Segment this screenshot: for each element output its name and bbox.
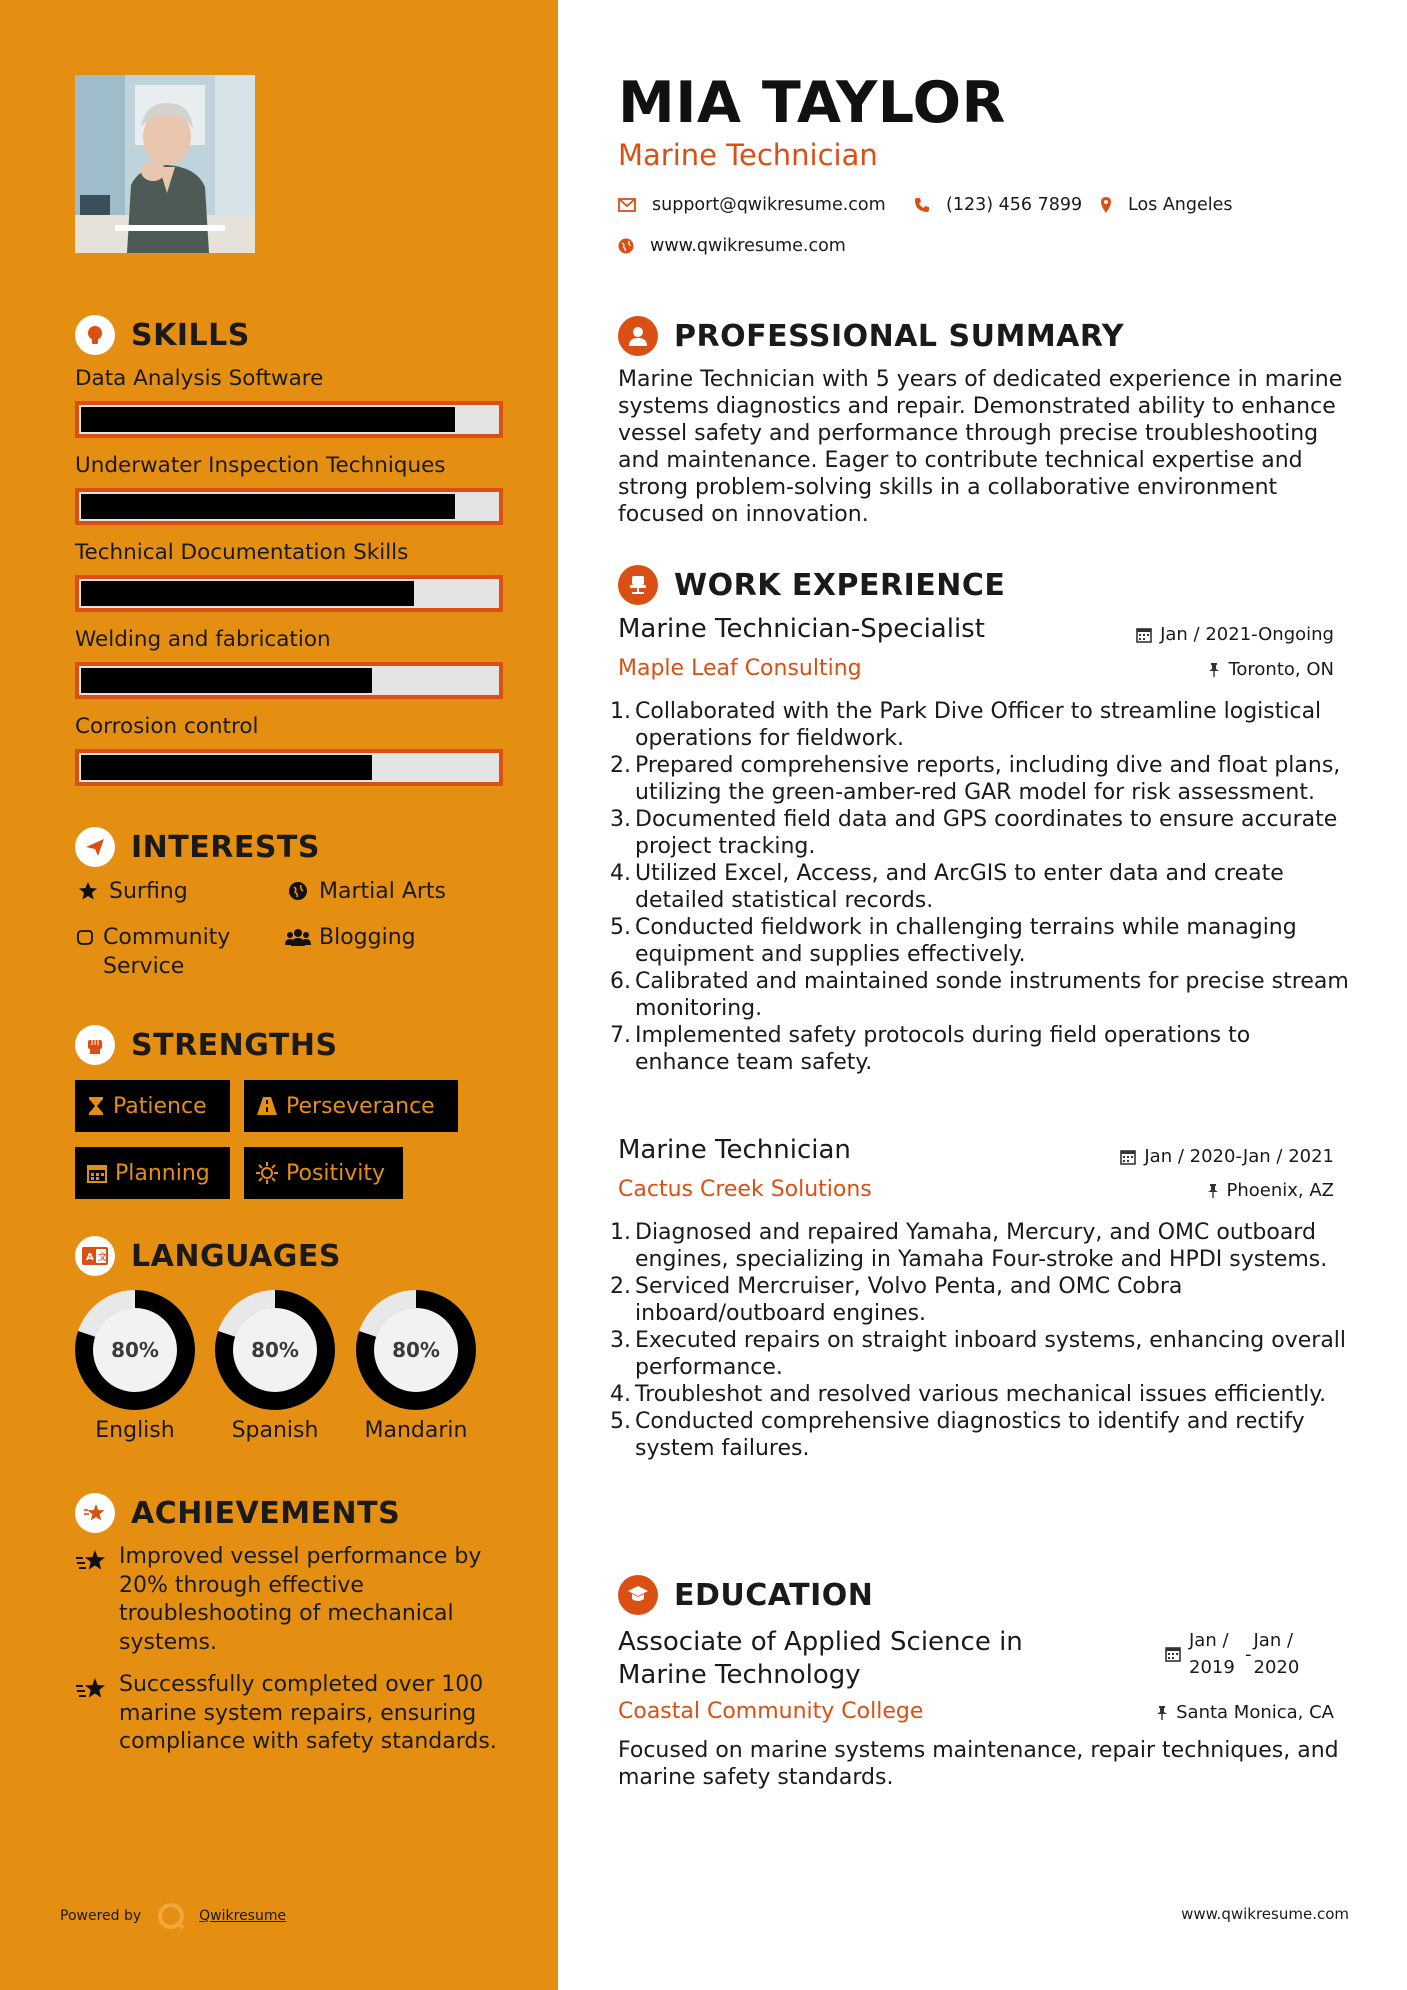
- job-location: [1208, 659, 1334, 680]
- list-item: 1. Diagnosed and repaired Yamaha, Mercury, and OMC outboard engines, specializing in Yamaha Four-stroke and HPDI systems.: [610, 1219, 1350, 1273]
- summary-text: Marine Technician with 5 years of dedicated experience in marine systems diagnostics and repair. Demonstrated ability to enhance vessel safety and performance through precise troubleshooting and maintenance. Eager to contribute technical expertise and strong problem-solving skills in a collaborative environment focused on innovation.: [618, 367, 1343, 527]
- sidebar: [0, 0, 558, 1990]
- language-ring: [73, 1288, 197, 1412]
- interest-item: [75, 923, 255, 981]
- education-date-end: Jan / 2020: [1253, 1630, 1300, 1678]
- bullet-text: Conducted fieldwork in challenging terrains while managing equipment and supplies effectively.: [635, 915, 1297, 967]
- globe-icon: [285, 877, 311, 901]
- bullet-text: Prepared comprehensive reports, including dive and float plans, utilizing the green-amber-red GAR model for risk assessment.: [635, 753, 1341, 805]
- fist-icon: [75, 1025, 115, 1065]
- powered-by: [60, 1902, 286, 1930]
- list-item: 5. Conducted fieldwork in challenging terrains while managing equipment and supplies effectively.: [610, 914, 1350, 968]
- interest-item: [285, 923, 416, 952]
- language-percent: 80%: [251, 1338, 299, 1362]
- achievements-title: ACHIEVEMENTS: [131, 1495, 401, 1531]
- interests-title: INTERESTS: [131, 829, 320, 865]
- qwikresume-logo-icon: [157, 1902, 185, 1930]
- calendar-icon: [87, 1163, 107, 1183]
- list-item: 3. Documented field data and GPS coordinates to ensure accurate project tracking.: [610, 806, 1350, 860]
- strength-label: Positivity: [286, 1160, 386, 1186]
- language-label: Mandarin: [364, 1418, 468, 1443]
- degree-title: Associate of Applied Science in Marine Technology: [618, 1627, 1023, 1690]
- strength-tag: [244, 1147, 403, 1199]
- powered-by-label: Powered by: [60, 1908, 142, 1924]
- language-label: English: [95, 1418, 175, 1443]
- education-date-start: Jan / 2019: [1189, 1630, 1235, 1678]
- bullet-text: Calibrated and maintained sonde instruments for precise stream monitoring.: [635, 969, 1349, 1021]
- skill-item: [75, 627, 500, 699]
- users-icon: [285, 923, 311, 947]
- summary-title: PROFESSIONAL SUMMARY: [674, 318, 1125, 354]
- svg-text:A: A: [86, 1252, 94, 1263]
- interest-label: Blogging: [319, 925, 416, 950]
- bullet-text: Utilized Excel, Access, and ArcGIS to enter data and create detailed statistical records.: [635, 861, 1284, 913]
- user-icon: [618, 316, 658, 356]
- envelope-icon: [618, 198, 636, 212]
- calendar-icon: [1165, 1646, 1181, 1662]
- interest-label: Martial Arts: [319, 879, 447, 904]
- education-heading: [618, 1575, 873, 1615]
- bullet-text: Serviced Mercruiser, Volvo Penta, and OMC Cobra inboard/outboard engines.: [635, 1274, 1183, 1326]
- language-percent: 80%: [392, 1338, 440, 1362]
- phone-icon: [914, 197, 930, 213]
- list-item: 3. Executed repairs on straight inboard systems, enhancing overall performance.: [610, 1327, 1350, 1381]
- summary-heading: [618, 316, 1124, 356]
- sun-icon: [256, 1162, 278, 1184]
- interests-heading: [75, 827, 320, 867]
- strength-label: Patience: [113, 1093, 207, 1119]
- strengths-heading: [75, 1025, 338, 1065]
- star-burst-icon: [75, 1543, 111, 1578]
- education-description: Focused on marine systems maintenance, repair techniques, and marine safety standards.: [618, 1738, 1339, 1790]
- strength-label: Planning: [115, 1160, 210, 1186]
- skill-bar-fill: [81, 581, 414, 606]
- list-item: 2. Prepared comprehensive reports, including dive and float plans, utilizing the green-amber-red GAR model for risk assessment.: [610, 752, 1350, 806]
- bullet-text: Conducted comprehensive diagnostics to identify and rectify system failures.: [635, 1409, 1305, 1461]
- job-title: Marine Technician-Specialist: [618, 614, 985, 644]
- skill-label: Welding and fabrication: [75, 627, 331, 652]
- job-date-text: Jan / 2021-Ongoing: [1160, 624, 1334, 645]
- skill-bar: [75, 662, 503, 699]
- skill-item: [75, 453, 500, 525]
- job-company: Maple Leaf Consulting: [618, 656, 862, 681]
- achievement-item: [75, 1671, 505, 1757]
- bullet-text: Implemented safety protocols during field operations to enhance team safety.: [635, 1023, 1251, 1075]
- contact-phone: [914, 195, 1082, 215]
- list-item: 6. Calibrated and maintained sonde instruments for precise stream monitoring.: [610, 969, 1349, 1021]
- language-label: Spanish: [231, 1418, 319, 1443]
- interest-label: Community Service: [103, 925, 231, 979]
- language-ring: [354, 1288, 478, 1412]
- list-item: 7. Implemented safety protocols during field operations to enhance team safety.: [610, 1022, 1350, 1076]
- strength-tag: [75, 1080, 230, 1132]
- education-location-text: Santa Monica, CA: [1176, 1702, 1334, 1723]
- education-title: EDUCATION: [674, 1577, 874, 1613]
- job-location: [1207, 1180, 1335, 1201]
- medal-star-icon: [75, 1493, 115, 1533]
- skills-heading: [75, 315, 250, 355]
- achievements-heading: [75, 1493, 400, 1533]
- achievement-text: Improved vessel performance by 20% through effective troubleshooting of mechanical systems.: [119, 1544, 482, 1655]
- road-icon: [256, 1096, 278, 1116]
- bullet-text: Diagnosed and repaired Yamaha, Mercury, and OMC outboard engines, specializing in Yamaha Four-stroke and HPDI systems.: [635, 1220, 1328, 1272]
- phone-text: (123) 456 7899: [946, 195, 1083, 215]
- skill-label: Corrosion control: [75, 714, 259, 739]
- pin-icon: [1208, 662, 1220, 678]
- strength-tag: [244, 1080, 458, 1132]
- skill-bar-fill: [81, 755, 372, 780]
- skill-bar-fill: [81, 494, 455, 519]
- contact-email: [618, 195, 886, 215]
- strengths-title: STRENGTHS: [131, 1027, 338, 1063]
- graduation-icon: [618, 1575, 658, 1615]
- skill-item: [75, 714, 500, 786]
- school-name: Coastal Community College: [618, 1699, 924, 1724]
- chair-icon: [618, 565, 658, 605]
- language-icon: [75, 1236, 115, 1276]
- language-item: [65, 1288, 205, 1443]
- bullet-text: Collaborated with the Park Dive Officer to streamline logistical operations for fieldwork.: [635, 699, 1322, 751]
- interest-label: Surfing: [109, 879, 188, 904]
- experience-title: WORK EXPERIENCE: [674, 567, 1006, 603]
- strength-label: Perseverance: [286, 1093, 435, 1119]
- contact-website: [618, 236, 846, 256]
- skill-item: [75, 366, 500, 438]
- bullet-text: Troubleshot and resolved various mechanical issues efficiently.: [635, 1382, 1327, 1407]
- bullet-text: Documented field data and GPS coordinates to ensure accurate project tracking.: [635, 807, 1338, 859]
- achievement-text: Successfully completed over 100 marine system repairs, ensuring compliance with safety standards.: [119, 1672, 497, 1754]
- job-date: [1120, 1146, 1334, 1167]
- skill-bar: [75, 488, 503, 525]
- list-item: 2. Serviced Mercruiser, Volvo Penta, and OMC Cobra inboard/outboard engines.: [610, 1273, 1350, 1327]
- list-item: 1. Collaborated with the Park Dive Officer to streamline logistical operations for fieldwork.: [610, 698, 1350, 752]
- job-location-text: Toronto, ON: [1228, 659, 1334, 680]
- skills-title: SKILLS: [131, 317, 250, 353]
- languages-heading: [75, 1236, 341, 1276]
- skill-bar-fill: [81, 407, 455, 432]
- skill-bar: [75, 575, 503, 612]
- job-location-text: Phoenix, AZ: [1226, 1180, 1334, 1201]
- skill-label: Data Analysis Software: [75, 366, 324, 391]
- profile-photo: [75, 75, 255, 253]
- hand-icon: [75, 923, 95, 947]
- skill-label: Technical Documentation Skills: [75, 540, 409, 565]
- languages-title: LANGUAGES: [131, 1238, 341, 1274]
- achievement-item: [75, 1543, 505, 1657]
- website-text[interactable]: www.qwikresume.com: [650, 236, 846, 256]
- education-date: [1165, 1627, 1306, 1681]
- bullet-text: Executed repairs on straight inboard systems, enhancing overall performance.: [635, 1328, 1347, 1380]
- location-text: Los Angeles: [1128, 195, 1233, 215]
- skill-bar: [75, 749, 503, 786]
- hourglass-icon: [87, 1096, 105, 1116]
- contact-location: [1100, 195, 1233, 215]
- language-ring: [213, 1288, 337, 1412]
- skill-bar-fill: [81, 668, 372, 693]
- candidate-name: MIA TAYLOR: [618, 70, 1006, 136]
- map-pin-icon: [1100, 196, 1112, 214]
- email-text[interactable]: support@qwikresume.com: [652, 195, 886, 215]
- job-title: Marine Technician: [618, 1135, 851, 1165]
- calendar-icon: [1136, 627, 1152, 643]
- paper-plane-icon: [75, 827, 115, 867]
- list-item: 4. Utilized Excel, Access, and ArcGIS to enter data and create detailed statistical records.: [610, 860, 1350, 914]
- pin-icon: [1207, 1183, 1219, 1199]
- job-bullets: [610, 1219, 1350, 1462]
- job-date-text: Jan / 2020-Jan / 2021: [1144, 1146, 1334, 1167]
- date-separator: -: [1245, 1643, 1252, 1665]
- experience-heading: [618, 565, 1005, 605]
- skill-bar: [75, 401, 503, 438]
- interest-item: [75, 877, 188, 906]
- calendar-icon: [1120, 1149, 1136, 1165]
- language-item: [346, 1288, 486, 1443]
- svg-text:文: 文: [98, 1253, 108, 1263]
- language-percent: 80%: [111, 1338, 159, 1362]
- skill-item: [75, 540, 500, 612]
- job-date: [1136, 624, 1334, 645]
- powered-by-link[interactable]: Qwikresume: [199, 1908, 287, 1924]
- list-item: 4. Troubleshot and resolved various mechanical issues efficiently.: [610, 1382, 1327, 1407]
- lightbulb-icon: [75, 315, 115, 355]
- job-company: Cactus Creek Solutions: [618, 1177, 872, 1202]
- pin-icon: [1156, 1705, 1168, 1721]
- star-burst-icon: [75, 1671, 111, 1706]
- footer-website[interactable]: www.qwikresume.com: [1181, 1905, 1349, 1923]
- job-bullets: [610, 698, 1350, 1076]
- globe-icon: [618, 238, 634, 254]
- list-item: 5. Conducted comprehensive diagnostics to identify and rectify system failures.: [610, 1408, 1350, 1462]
- candidate-role: Marine Technician: [618, 138, 878, 172]
- strength-tag: [75, 1147, 230, 1199]
- interest-item: [285, 877, 446, 906]
- language-item: [205, 1288, 345, 1443]
- star-icon: [75, 877, 101, 901]
- education-location: [1156, 1702, 1334, 1723]
- skill-label: Underwater Inspection Techniques: [75, 453, 446, 478]
